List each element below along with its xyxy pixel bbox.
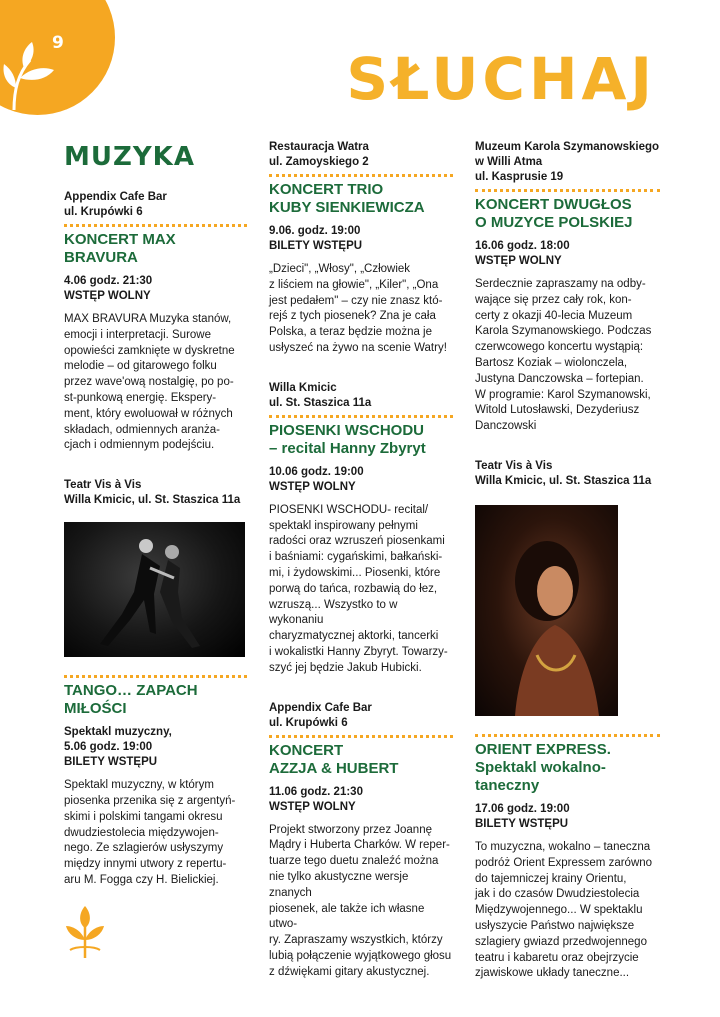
event-venue: Willa Kmicic ul. St. Staszica 11a — [269, 381, 372, 409]
event-trio-sienkiewicza — [269, 140, 453, 357]
singer-portrait-photo — [475, 505, 618, 716]
event-description: „Dzieci", „Włosy", „Człowiek z liściem na głowie", „Kiler", „Ona jest pedałem" – czy nie znasz któ- rejś z tych piosenek? Zna je cała Polska, a teraz będzie można je usłyszeć na żywo na scenie Watry! — [269, 263, 447, 354]
event-max-bravura — [64, 190, 247, 454]
event-title: ORIENT EXPRESS. Spektakl wokalno-taneczny — [475, 740, 611, 794]
dotted-divider — [475, 189, 660, 192]
event-venue: Teatr Vis à Vis Willa Kmicic, ul. St. Staszica 11a — [475, 459, 652, 487]
dotted-divider — [64, 224, 247, 227]
tango-dancers-photo — [64, 522, 245, 657]
event-title: TANGO… ZAPACH MIŁOŚCI — [64, 682, 198, 718]
section-title: SŁUCHAJ — [346, 45, 656, 113]
event-meta: 4.06 godz. 21:30 WSTĘP WOLNY — [64, 275, 153, 302]
event-venue: Restauracja Watra ul. Zamoyskiego 2 — [269, 141, 369, 168]
event-azzja-hubert — [269, 701, 453, 981]
dotted-divider — [269, 415, 453, 418]
event-description: MAX BRAVURA Muzyka stanów, emocji i interpretacji. Surowe opowieści zamknięte w dyskretne melodie – od gitarowego folku przez wave'ową nostalgię, po po- st-punkową energię. Ekspery- ment, który ewoluował w różnych składach, odmiennych aranża- cjach i odmiennym podejściu. — [64, 313, 235, 452]
dotted-divider — [269, 174, 453, 177]
event-venue: Appendix Cafe Bar ul. Krupówki 6 — [269, 701, 372, 729]
event-description: Serdecznie zapraszamy na odby- wające się przez cały rok, kon- certy z okazji 40-lecia Muzeum Karola Szymanowskiego. Podczas czerwcowego koncertu wystąpią: Bartosz Koziak – wiolonczela, Justyna Danczowska – fortepian. W programie: Karol Szymanowski, Witold Lutosławski, Dezyderiusz Danczowski — [475, 278, 652, 433]
page-number: 9 — [52, 33, 64, 53]
event-meta: 9.06. godz. 19:00 BILETY WSTĘPU — [269, 225, 363, 252]
dotted-divider — [475, 734, 660, 737]
event-meta: 16.06 godz. 18:00 WSTĘP WOLNY — [475, 240, 570, 267]
event-dwuglos — [475, 140, 660, 435]
event-description: To muzyczna, wokalno – taneczna podróż Orient Expressem zarówno do tajemniczej krainy Orientu, jak i do czasów Dwudziestolecia Międzywojennego... W spektaklu usłyszycie Państwo największe szlagiery gwiazd przedwojennego teatru i kabaretu oraz obejrzycie zjawiskowe układy taneczne... — [475, 840, 653, 980]
category-heading: MUZYKA — [64, 142, 195, 172]
event-meta: Spektakl muzyczny, 5.06 godz. 19:00 BILETY WSTĘPU — [64, 726, 172, 769]
event-description: Projekt stworzony przez Joannę Mądry i Huberta Charków. W reper- tuarze tego duetu znaleźć można nie tylko akustyczne wersje znanych piosenek, ale także ich własne utwo- ry. Zapraszamy wszystkich, którzy lubią połączenie wyjątkowego głosu z dźwiękami gitary akustycznej. — [269, 823, 452, 978]
event-venue: Appendix Cafe Bar ul. Krupówki 6 — [64, 191, 167, 218]
event-meta: 10.06 godz. 19:00 WSTĘP WOLNY — [269, 465, 364, 493]
event-title: KONCERT AZZJA & HUBERT — [269, 741, 399, 777]
event-venue: Teatr Vis à Vis Willa Kmicic, ul. St. Staszica 11a — [64, 479, 241, 507]
dotted-divider — [269, 735, 453, 738]
wheat-logo-icon — [62, 906, 108, 958]
event-meta: 11.06 godz. 21:30 WSTĘP WOLNY — [269, 785, 363, 813]
event-tango — [64, 478, 247, 889]
event-title: KONCERT TRIO KUBY SIENKIEWICZA — [269, 181, 425, 216]
event-orient-express — [475, 459, 660, 982]
column-1 — [64, 140, 247, 889]
event-meta: 17.06 godz. 19:00 BILETY WSTĘPU — [475, 802, 570, 830]
wheat-leaf-icon — [0, 40, 60, 112]
event-piosenki-wschodu — [269, 381, 453, 677]
dotted-divider — [64, 675, 247, 678]
event-title: KONCERT DWUGŁOS O MUZYCE POLSKIEJ — [475, 196, 633, 231]
column-2 — [269, 140, 453, 981]
event-description: Spektakl muzyczny, w którym piosenka przenika się z argentyń- skimi i polskimi tangami okresu dwudziestolecia międzywojen- nego. Ze szlagierów usłyszymy między innymi utwory z repertu- aru M. Fogga czy H. Bielickiej. — [64, 779, 236, 886]
event-title: PIOSENKI WSCHODU – recital Hanny Zbyryt — [269, 421, 426, 457]
event-description: PIOSENKI WSCHODU- recital/ spektakl inspirowany pełnymi radości oraz wzruszeń piosenkami i baśniami: cygańskimi, bałkański- mi, i żydowskimi... Piosenki, które porwą do tańca, rozbawią do łez, wzruszą... Wszystko to w wykonaniu charyzmatycznej aktorki, tancerki i wokalistki Hanny Zbyryt. Towarzy- szyć jej będzie Jakub Hubicki. — [269, 503, 448, 674]
column-3 — [475, 140, 660, 982]
event-venue: Muzeum Karola Szymanowskiego w Willi Atma ul. Kasprusie 19 — [475, 141, 660, 183]
event-title: KONCERT MAX BRAVURA — [64, 231, 176, 266]
